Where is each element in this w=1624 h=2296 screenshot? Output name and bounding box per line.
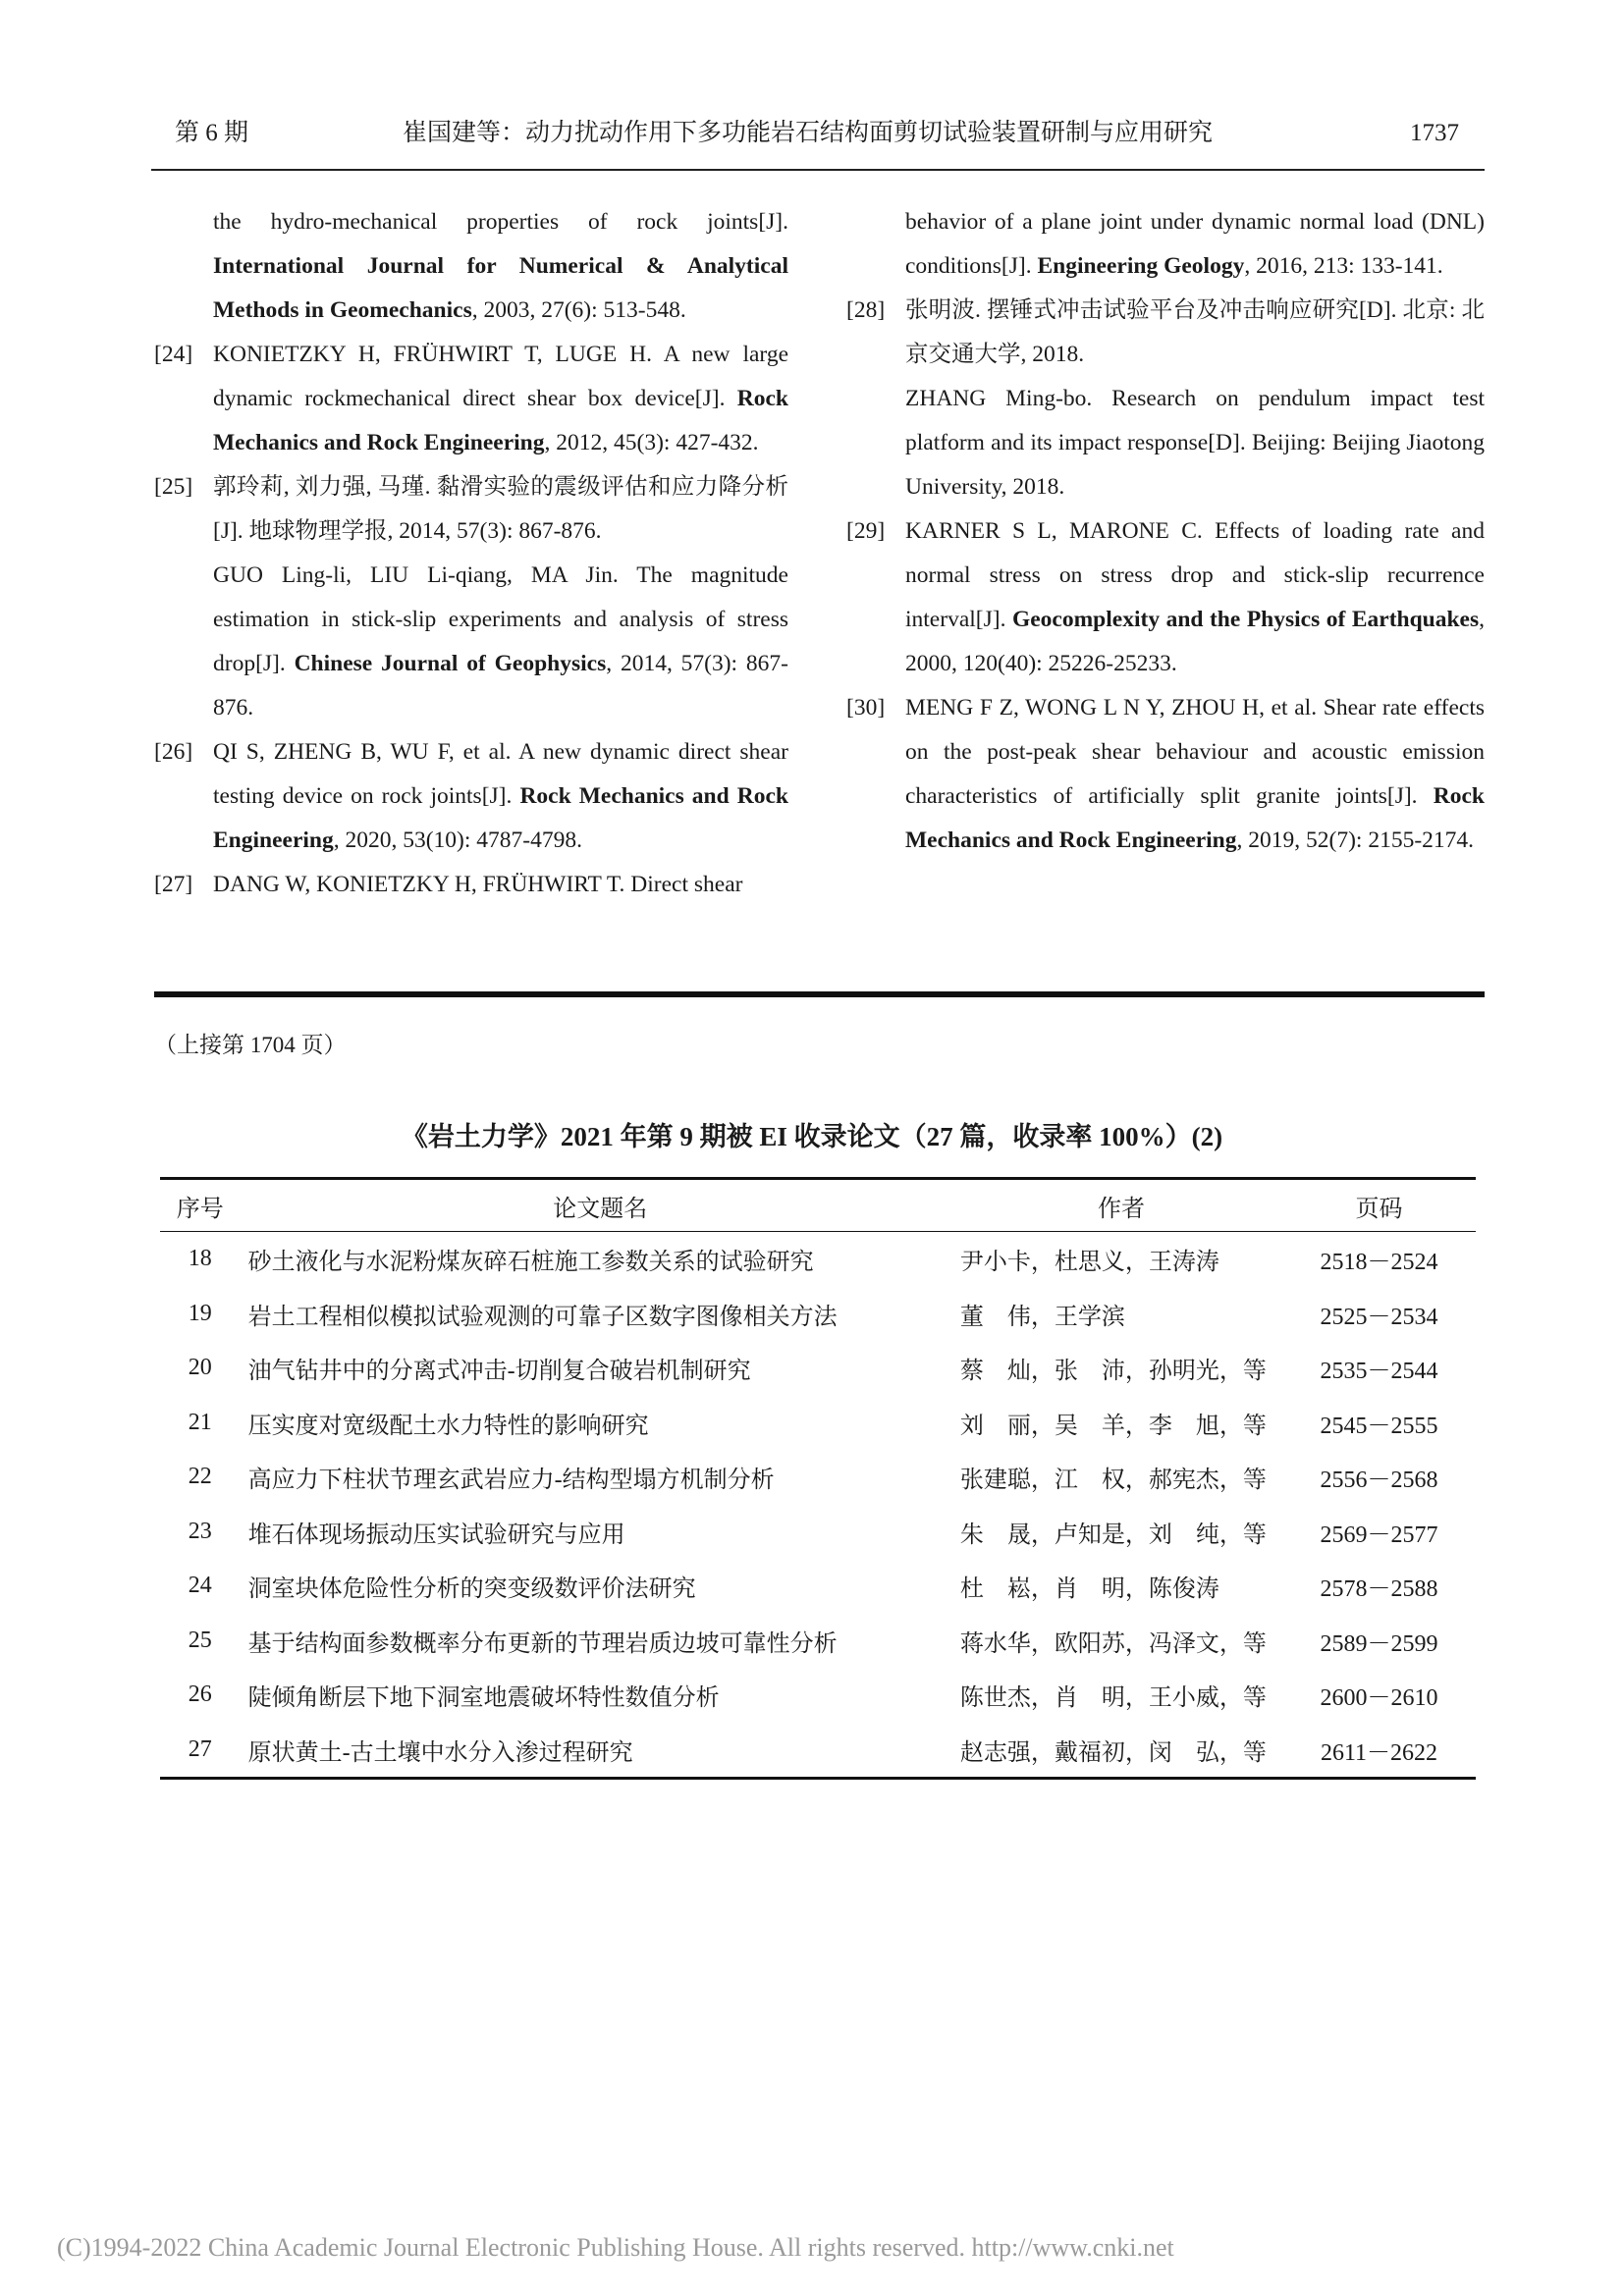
reference-text xyxy=(905,377,1485,509)
reference-plain-text: behavior of a plane joint under dynamic normal load (DNL) conditions[J]. xyxy=(905,209,1485,279)
reference-entry xyxy=(154,200,788,333)
header-rule xyxy=(151,169,1485,171)
header-pages: 页码 xyxy=(1355,1196,1403,1222)
paper-pages: 2569－2577 xyxy=(1320,1522,1438,1548)
table-row xyxy=(160,1232,1476,1287)
table-row xyxy=(160,1614,1476,1669)
paper-title: 高应力下柱状节理玄武岩应力-结构型塌方机制分析 xyxy=(247,1468,775,1494)
reference-details: , 2019, 52(7): 2155-2174. xyxy=(1236,828,1475,853)
reference-plain-text: KONIETZKY H, FRÜHWIRT T, LUGE H. A new large dynamic rockmechanical direct shear box device[J]. xyxy=(213,342,788,411)
table-title: 《岩土力学》2021 年第 9 期被 EI 收录论文（27 篇，收录率 100%）(2) xyxy=(401,1122,1223,1151)
header-authors: 作者 xyxy=(1097,1196,1145,1222)
paper-authors: 尹小卡，杜思义，王涛涛 xyxy=(959,1250,1219,1276)
reference-plain-text: QI S, ZHENG B, WU F, et al. A new dynamic direct shear testing device on rock joints[J]. xyxy=(213,739,788,809)
reference-text xyxy=(905,509,1485,686)
paper-authors: 董 伟，王学滨 xyxy=(959,1304,1125,1330)
reference-entry xyxy=(154,730,788,863)
reference-details: , 2014, 57(3): 867-876. xyxy=(213,651,788,721)
paper-authors: 刘 丽，吴 羊，李 旭，等 xyxy=(959,1413,1267,1439)
paper-authors: 朱 晟，卢知是，刘 纯，等 xyxy=(959,1522,1267,1548)
reference-plain-text: 张明波. 摆锤式冲击试验平台及冲击响应研究[D]. 北京: 北京交通大学, 2018. xyxy=(905,297,1485,367)
reference-number: [28] xyxy=(846,297,886,323)
reference-text xyxy=(213,333,788,465)
paper-authors: 陈世杰，肖 明，王小威，等 xyxy=(959,1685,1267,1712)
reference-details: , 2012, 45(3): 427-432. xyxy=(544,430,759,455)
paper-pages: 2545－2555 xyxy=(1320,1413,1438,1439)
reference-journal-name: Rock Mechanics and Rock Engineering xyxy=(905,783,1485,853)
paper-pages: 2535－2544 xyxy=(1320,1359,1438,1385)
reference-number: [24] xyxy=(154,342,193,367)
reference-details: , 2003, 27(6): 513-548. xyxy=(471,297,686,323)
reference-details: , 2016, 213: 133-141. xyxy=(1244,253,1443,279)
paper-pages: 2600－2610 xyxy=(1320,1685,1438,1712)
ei-papers-table xyxy=(160,1177,1476,1780)
paper-title: 压实度对宽级配土水力特性的影响研究 xyxy=(247,1413,649,1439)
reference-details: , 2020, 53(10): 4787-4798. xyxy=(333,828,582,853)
reference-entry xyxy=(846,289,1485,509)
reference-entry xyxy=(846,509,1485,686)
paper-pages: 2525－2534 xyxy=(1320,1304,1438,1330)
reference-text xyxy=(905,686,1485,863)
table-row xyxy=(160,1341,1476,1396)
paper-pages: 2578－2588 xyxy=(1320,1576,1438,1603)
paper-pages: 2518－2524 xyxy=(1320,1250,1438,1276)
reference-text xyxy=(905,289,1485,377)
table-row xyxy=(160,1287,1476,1342)
page-number: 1737 xyxy=(1410,120,1459,146)
reference-plain-text: ZHANG Ming-bo. Research on pendulum impact test platform and its impact response[D]. Beijing: Beijing Jiaotong University, 2018. xyxy=(905,386,1485,500)
reference-entry xyxy=(154,863,788,907)
row-number: 21 xyxy=(188,1409,212,1435)
continuation-note: （上接第 1704 页） xyxy=(154,1033,347,1057)
running-header xyxy=(175,116,1459,155)
reference-entry xyxy=(154,333,788,465)
reference-journal-name: International Journal for Numerical & Analytical Methods in Geomechanics xyxy=(213,253,788,323)
row-number: 19 xyxy=(188,1300,212,1326)
reference-plain-text: GUO Ling-li, LIU Li-qiang, MA Jin. The magnitude estimation in stick-slip experiments and analysis of stress drop[J]. xyxy=(213,562,788,676)
reference-entry xyxy=(846,200,1485,289)
paper-authors: 赵志强，戴福初，闵 弘，等 xyxy=(959,1739,1267,1766)
reference-journal-name: Chinese Journal of Geophysics xyxy=(294,651,607,676)
reference-text xyxy=(213,200,788,333)
section-divider xyxy=(154,991,1485,997)
row-number: 25 xyxy=(188,1627,212,1653)
header-title: 论文题名 xyxy=(553,1196,648,1222)
table-row xyxy=(160,1505,1476,1560)
reference-text xyxy=(213,465,788,554)
reference-number: [29] xyxy=(846,518,886,544)
table-row xyxy=(160,1668,1476,1723)
running-title: 崔国建等：动力扰动作用下多功能岩石结构面剪切试验装置研制与应用研究 xyxy=(403,120,1214,146)
reference-plain-text: MENG F Z, WONG L N Y, ZHOU H, et al. Shear rate effects on the post-peak shear behaviour and acoustic emission characteristics of artificially split granite joints[J]. xyxy=(905,695,1485,809)
paper-pages: 2589－2599 xyxy=(1320,1630,1438,1657)
paper-title: 陡倾角断层下地下洞室地震破坏特性数值分析 xyxy=(247,1685,720,1712)
row-number: 18 xyxy=(188,1246,212,1272)
reference-number: [26] xyxy=(154,739,193,765)
reference-plain-text: the hydro-mechanical properties of rock joints[J]. xyxy=(213,209,788,235)
paper-title: 洞室块体危险性分析的突变级数评价法研究 xyxy=(247,1576,696,1603)
reference-journal-name: Engineering Geology xyxy=(1037,253,1245,279)
paper-authors: 张建聪，江 权，郝宪杰，等 xyxy=(959,1468,1267,1494)
paper-title: 基于结构面参数概率分布更新的节理岩质边坡可靠性分析 xyxy=(247,1630,838,1657)
reference-plain-text: DANG W, KONIETZKY H, FRÜHWIRT T. Direct shear xyxy=(213,872,743,897)
row-number: 24 xyxy=(188,1573,212,1599)
reference-text xyxy=(213,554,788,730)
reference-plain-text: 郭玲莉, 刘力强, 马瑾. 黏滑实验的震级评估和应力降分析[J]. 地球物理学报, 2014, 57(3): 867-876. xyxy=(213,474,788,544)
row-number: 20 xyxy=(188,1355,212,1381)
paper-authors: 杜 崧，肖 明，陈俊涛 xyxy=(959,1576,1219,1603)
paper-title: 油气钻井中的分离式冲击-切削复合破岩机制研究 xyxy=(247,1359,751,1385)
issue-label: 第 6 期 xyxy=(175,120,249,146)
row-number: 22 xyxy=(188,1464,212,1490)
reference-plain-text: KARNER S L, MARONE C. Effects of loading rate and normal stress on stress drop and stick-slip recurrence interval[J]. xyxy=(905,518,1485,632)
table-header-row xyxy=(160,1179,1476,1232)
reference-journal-name: Rock Mechanics and Rock Engineering xyxy=(213,386,788,455)
reference-number: [27] xyxy=(154,872,193,897)
reference-number: [30] xyxy=(846,695,886,721)
table-row xyxy=(160,1396,1476,1451)
reference-text xyxy=(213,730,788,863)
table-row xyxy=(160,1450,1476,1505)
paper-pages: 2611－2622 xyxy=(1320,1739,1438,1766)
reference-number: [25] xyxy=(154,474,193,500)
reference-text xyxy=(213,863,788,907)
paper-title: 岩土工程相似模拟试验观测的可靠子区数字图像相关方法 xyxy=(247,1304,838,1330)
reference-text xyxy=(905,200,1485,289)
reference-details: , 2000, 120(40): 25226-25233. xyxy=(905,607,1485,676)
row-number: 27 xyxy=(188,1735,212,1762)
paper-title: 原状黄土-古土壤中水分入渗过程研究 xyxy=(247,1739,633,1766)
row-number: 26 xyxy=(188,1682,212,1708)
copyright-footer: (C)1994-2022 China Academic Journal Electronic Publishing House. All rights reserved. http://www.cnki.net xyxy=(57,2233,1174,2262)
reference-journal-name: Rock Mechanics and Rock Engineering xyxy=(213,783,788,853)
paper-title: 砂土液化与水泥粉煤灰碎石桩施工参数关系的试验研究 xyxy=(247,1250,814,1276)
references-right-column xyxy=(846,200,1485,863)
paper-authors: 蒋水华，欧阳苏，冯泽文，等 xyxy=(959,1630,1267,1657)
table-row xyxy=(160,1559,1476,1614)
reference-journal-name: Geocomplexity and the Physics of Earthquakes xyxy=(1011,607,1480,632)
reference-entry xyxy=(154,465,788,730)
reference-entry xyxy=(846,686,1485,863)
paper-authors: 蔡 灿，张 沛，孙明光，等 xyxy=(959,1359,1267,1385)
paper-title: 堆石体现场振动压实试验研究与应用 xyxy=(247,1522,625,1548)
paper-pages: 2556－2568 xyxy=(1320,1468,1438,1494)
references-left-column xyxy=(154,200,788,907)
header-number: 序号 xyxy=(176,1196,224,1222)
table-row xyxy=(160,1723,1476,1779)
row-number: 23 xyxy=(188,1518,212,1544)
